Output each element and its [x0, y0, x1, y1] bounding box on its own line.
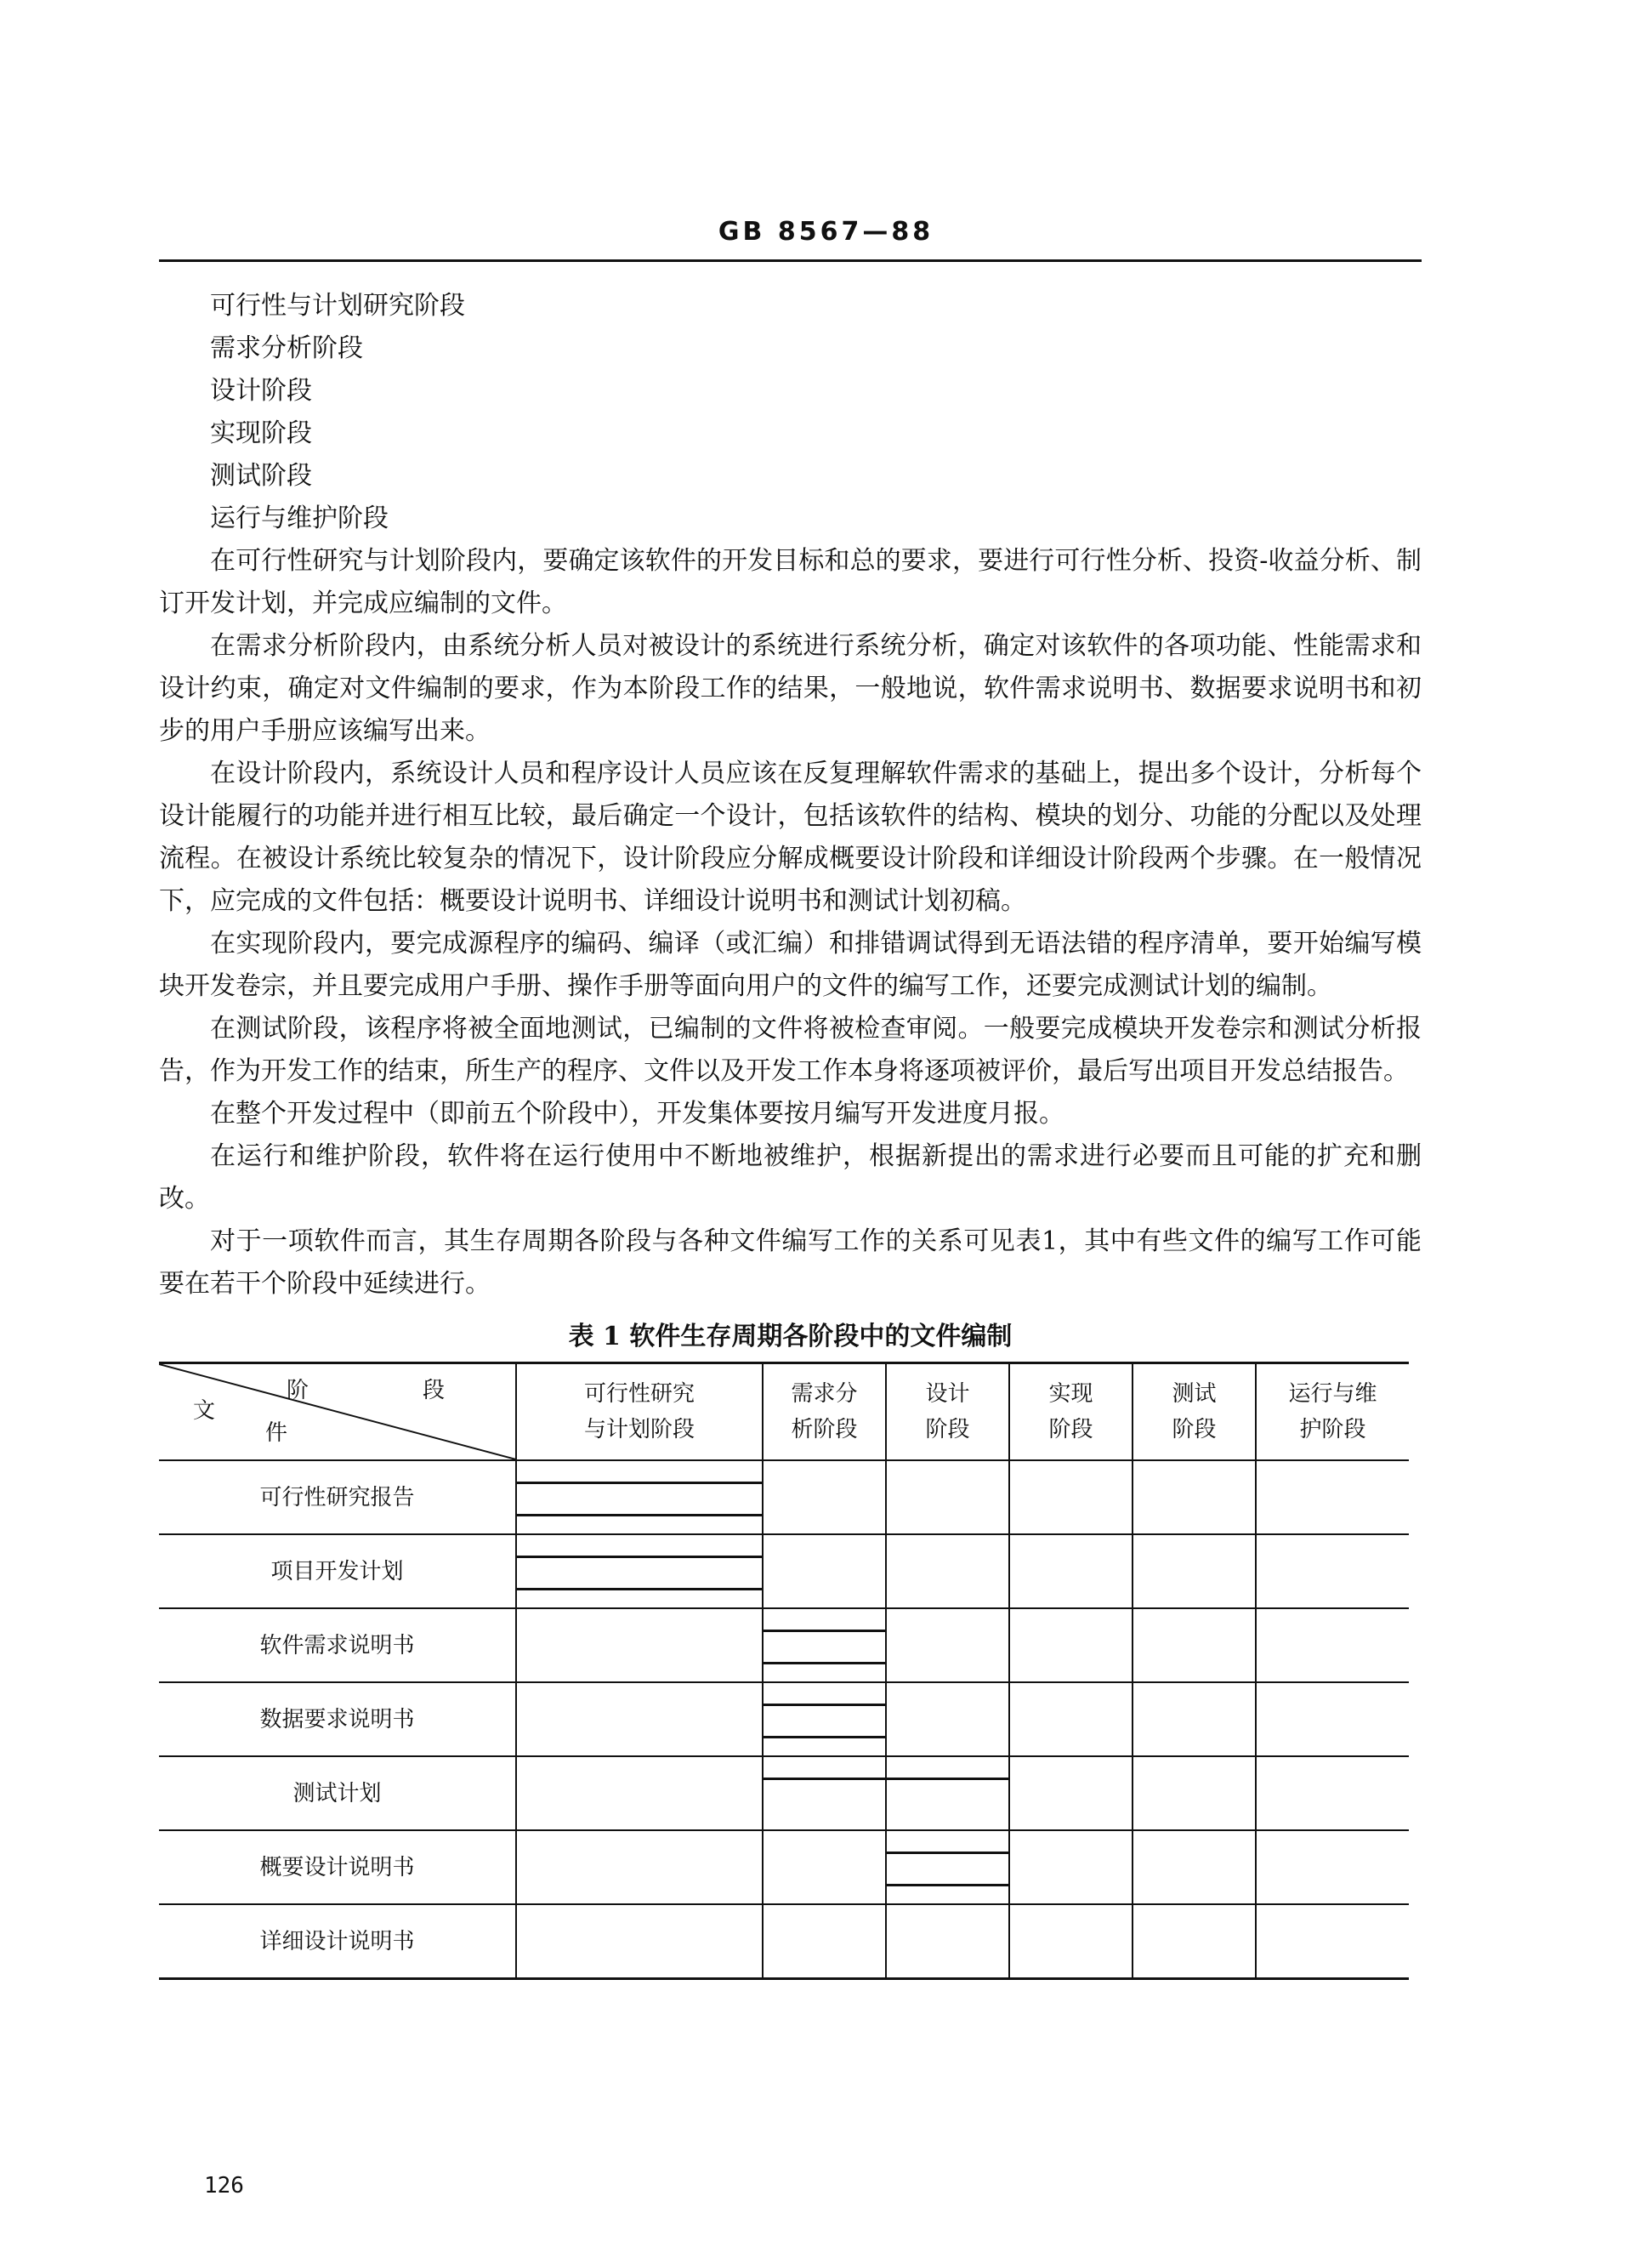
stage-cell: [886, 1534, 1009, 1608]
table-caption: 表 1 软件生存周期各阶段中的文件编制: [568, 1322, 1013, 1351]
stage-cell: [763, 1682, 886, 1756]
stage-cell: [516, 1904, 763, 1979]
stage-cell: [763, 1460, 886, 1534]
paragraph: 在需求分析阶段内，由系统分析人员对被设计的系统进行系统分析，确定对该软件的各项功能、性能需求和设计约束，确定对文件编制的要求，作为本阶段工作的结果，一般地说，软件需求说明书、数据要求说明书和初步的用户手册应该编写出来。: [159, 631, 1422, 746]
table-row: [159, 1756, 1409, 1830]
stage-item: 需求分析阶段: [210, 333, 363, 363]
paragraph: 在可行性研究与计划阶段内，要确定该软件的开发目标和总的要求，要进行可行性分析、投资-收益分析、制订开发计划，并完成应编制的文件。: [159, 546, 1422, 618]
stage-cell: [886, 1682, 1009, 1756]
corner-label-document: 文: [193, 1398, 216, 1424]
paragraph: 对于一项软件而言，其生存周期各阶段与各种文件编写工作的关系可见表1，其中有些文件的编写工作可能要在若干个阶段中延续进行。: [159, 1226, 1422, 1299]
stage-cell: [1256, 1904, 1409, 1979]
stage-cell: [763, 1756, 886, 1830]
stage-cell: [1009, 1830, 1133, 1904]
stage-cell: [516, 1608, 763, 1682]
activity-bar: [764, 1736, 885, 1738]
document-name-cell: 测试计划: [159, 1756, 516, 1830]
stage-cell: [1133, 1534, 1256, 1608]
stage-cell: [1256, 1534, 1409, 1608]
corner-label-stage: 段: [423, 1378, 446, 1403]
column-header: [1256, 1363, 1409, 1461]
stage-item: 设计阶段: [210, 376, 312, 406]
column-header-line: 运行与维: [1288, 1381, 1377, 1407]
table-row: [159, 1830, 1409, 1904]
document-name-cell: 概要设计说明书: [159, 1830, 516, 1904]
stage-cell: [763, 1534, 886, 1608]
table-header-row: [159, 1363, 1409, 1461]
document-name-cell: 详细设计说明书: [159, 1904, 516, 1979]
stage-cell: [1256, 1608, 1409, 1682]
column-header-line: 与计划阶段: [583, 1417, 695, 1442]
column-header: [886, 1363, 1009, 1461]
paragraph: 在测试阶段，该程序将被全面地测试，已编制的文件将被检查审阅。一般要完成模块开发卷宗和测试分析报告，作为开发工作的结束，所生产的程序、文件以及开发工作本身将逐项被评价，最后写出项目开发总结报告。: [159, 1014, 1422, 1086]
column-header: [516, 1363, 763, 1461]
column-header: [763, 1363, 886, 1461]
stage-cell: [516, 1830, 763, 1904]
column-header: [1133, 1363, 1256, 1461]
column-header-line: 阶段: [1048, 1417, 1093, 1442]
stage-list: [159, 285, 1422, 540]
stage-cell: [1009, 1904, 1133, 1979]
lifecycle-document-table: [159, 1362, 1409, 1980]
activity-bar: [887, 1778, 1008, 1780]
header-rule: [159, 259, 1422, 262]
stage-cell: [1009, 1682, 1133, 1756]
column-header-line: 可行性研究: [583, 1381, 695, 1407]
stage-cell: [516, 1534, 763, 1608]
column-header-line: 阶段: [1172, 1417, 1217, 1442]
stage-cell: [1256, 1682, 1409, 1756]
stage-cell: [516, 1460, 763, 1534]
stage-cell: [886, 1608, 1009, 1682]
column-header-line: 析阶段: [791, 1417, 858, 1442]
stage-cell: [516, 1756, 763, 1830]
activity-bar: [517, 1556, 762, 1558]
table-corner-cell: [159, 1363, 516, 1461]
corner-label-document: 件: [265, 1420, 288, 1446]
table-row: [159, 1534, 1409, 1608]
stage-cell: [1009, 1534, 1133, 1608]
stage-cell: [1133, 1904, 1256, 1979]
stage-cell: [1009, 1460, 1133, 1534]
stage-cell: [1133, 1830, 1256, 1904]
document-name-cell: 项目开发计划: [159, 1534, 516, 1608]
stage-cell: [1256, 1460, 1409, 1534]
stage-cell: [1009, 1756, 1133, 1830]
stage-item: 运行与维护阶段: [210, 503, 389, 533]
column-header-line: 实现: [1048, 1381, 1093, 1407]
paragraph: 在运行和维护阶段，软件将在运行使用中不断地被维护，根据新提出的需求进行必要而且可能的扩充和删改。: [159, 1141, 1422, 1214]
stage-cell: [516, 1682, 763, 1756]
corner-label-stage: 阶: [287, 1378, 309, 1403]
table-row: [159, 1608, 1409, 1682]
table-row: [159, 1904, 1409, 1979]
page-number: 126: [204, 2173, 244, 2199]
activity-bar: [764, 1778, 885, 1780]
paragraph: 在整个开发过程中（即前五个阶段中），开发集体要按月编写开发进度月报。: [210, 1099, 1064, 1129]
column-header-line: 测试: [1172, 1381, 1217, 1407]
stage-item: 测试阶段: [210, 461, 312, 491]
activity-bar: [887, 1852, 1008, 1854]
activity-bar: [517, 1482, 762, 1484]
stage-cell: [763, 1904, 886, 1979]
activity-bar: [764, 1630, 885, 1632]
activity-bar: [764, 1704, 885, 1706]
stage-item: 实现阶段: [210, 418, 312, 448]
column-header-line: 阶段: [925, 1417, 970, 1442]
column-header-line: 设计: [925, 1381, 970, 1407]
stage-cell: [886, 1904, 1009, 1979]
stage-cell: [1133, 1682, 1256, 1756]
document-name-cell: 软件需求说明书: [159, 1608, 516, 1682]
paragraph: 在设计阶段内，系统设计人员和程序设计人员应该在反复理解软件需求的基础上，提出多个设计，分析每个设计能履行的功能并进行相互比较，最后确定一个设计，包括该软件的结构、模块的划分、功能的分配以及处理流程。在被设计系统比较复杂的情况下，设计阶段应分解成概要设计阶段和详细设计阶段两个步骤。在一般情况下，应完成的文件包括：概要设计说明书、详细设计说明书和测试计划初稿。: [159, 759, 1422, 916]
document-name-cell: 可行性研究报告: [159, 1460, 516, 1534]
activity-bar: [517, 1514, 762, 1516]
stage-cell: [886, 1830, 1009, 1904]
stage-cell: [1009, 1608, 1133, 1682]
stage-cell: [1133, 1460, 1256, 1534]
document-name-cell: 数据要求说明书: [159, 1682, 516, 1756]
stage-cell: [763, 1608, 886, 1682]
stage-cell: [763, 1830, 886, 1904]
activity-bar: [517, 1588, 762, 1590]
column-header-line: 需求分: [791, 1381, 858, 1407]
table-row: [159, 1460, 1409, 1534]
activity-bar: [764, 1662, 885, 1664]
standard-code: GB 8567—88: [718, 217, 934, 247]
activity-bar: [887, 1884, 1008, 1886]
paragraph: 在实现阶段内，要完成源程序的编码、编译（或汇编）和排错调试得到无语法错的程序清单，要开始编写模块开发卷宗，并且要完成用户手册、操作手册等面向用户的文件的编写工作，还要完成测试计划的编制。: [159, 929, 1422, 1001]
stage-cell: [1133, 1756, 1256, 1830]
stage-cell: [1256, 1830, 1409, 1904]
stage-cell: [886, 1460, 1009, 1534]
column-header: [1009, 1363, 1133, 1461]
stage-cell: [1256, 1756, 1409, 1830]
stage-item: 可行性与计划研究阶段: [210, 291, 465, 321]
document-body: [159, 285, 1422, 1980]
stage-cell: [1133, 1608, 1256, 1682]
table-row: [159, 1682, 1409, 1756]
column-header-line: 护阶段: [1299, 1417, 1366, 1442]
stage-cell: [886, 1756, 1009, 1830]
